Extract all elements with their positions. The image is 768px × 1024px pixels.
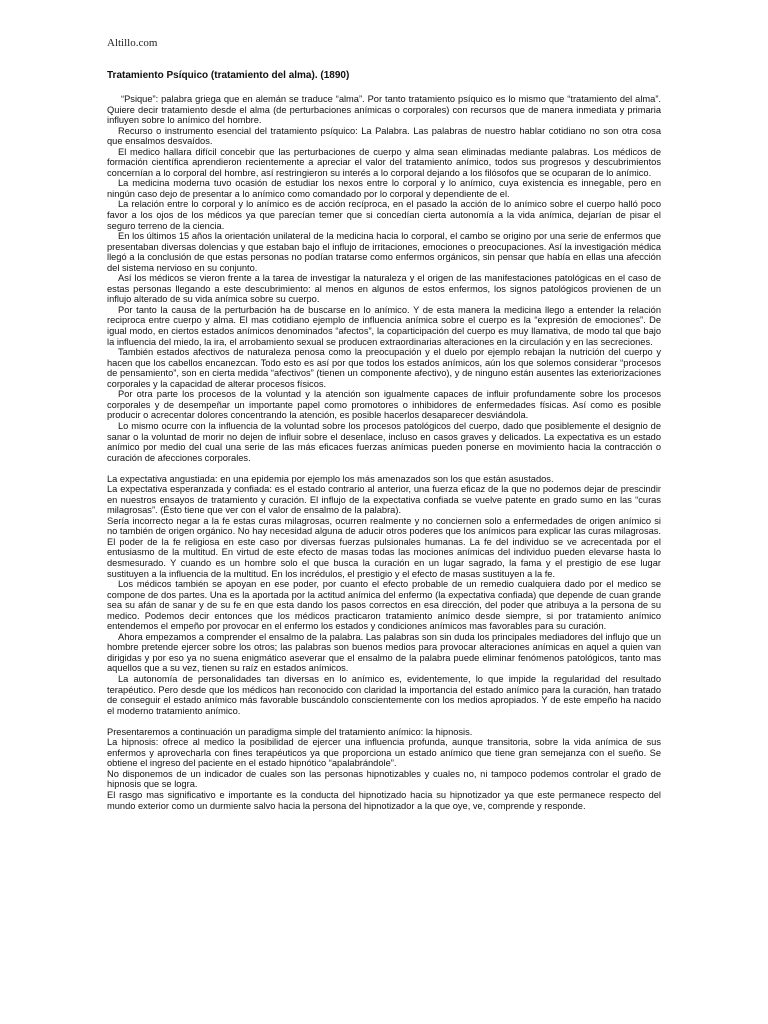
paragraph: Recurso o instrumento esencial del tratamiento psíquico: La Palabra. Las palabras de nuestro hablar cotidiano no son otra cosa que ensalmos desvaídos. <box>107 125 661 147</box>
paragraph: Sería incorrecto negar a la fe estas curas milagrosas, ocurren realmente y no conciernen solo a enfermedades de origen anímico si no también de origen orgánico. No hay necesidad alguna de aducir otros poderes que los anímicos para explicar las curas milagrosas. <box>107 515 662 537</box>
paragraph: También estados afectivos de naturaleza penosa como la preocupación y el duelo por ejemplo rebajan la nutrición del cuerpo y hacen que los cabellos encanezcan. Todo esto es así por que todos los estados anímicos, aún los que solemos considerar “procesos de pensamiento”, son en cierta medida “afectivos” (tienen un componente afectivo), y de ninguno están ausentes las exteriorizaciones corporales y la capacidad de alterar procesos físicos. <box>107 347 661 389</box>
paragraph: El rasgo mas significativo e importante es la conducta del hipnotizado hacia su hipnotizador ya que este permanece respecto del mundo exterior como un durmiente salvo hacia la persona del hipnotizador a la que oye, ve, comprende y responde. <box>107 790 661 811</box>
paragraph: La relación entre lo corporal y lo anímico es de acción recíproca, en el pasado la acción de lo anímico sobre el cuerpo halló poco favor a los ojos de los médicos ya que parecían temer que si concedían cierta autonomía a la vida anímica, dejarían de pisar el seguro terreno de la ciencia. <box>107 199 661 231</box>
paragraph: Así los médicos se vieron frente a la tarea de investigar la naturaleza y el origen de las manifestaciones patológicas en el caso de estas personas llegando a este descubrimiento: al menos en algunos de estos enfermos, los signos patológicos provienen de un influjo alterado de su vida anímica sobre su cuerpo. <box>107 273 661 305</box>
paragraph: No disponemos de un indicador de cuales son las personas hipnotizables y cuales no, ni tampoco podemos controlar el grado de hipnosis que se logra. <box>107 768 661 790</box>
paragraph: En los últimos 15 años la orientación unilateral de la medicina hacia lo corporal, el cambo se origino por una serie de enfermos que presentaban diversas dolencias y que estaban bajo el influjo de irritaciones, emociones o preocupaciones. Así la investigación médica llegó a la conclusión de que estas personas no podían tratarse como enfermos orgánicos, sin pensar que había en ellas una afección del sistema nervioso en su conjunto. <box>107 231 661 273</box>
document-body <box>107 94 661 811</box>
paragraph: El medico hallara difícil concebir que las perturbaciones de cuerpo y alma sean eliminadas mediante palabras. Los médicos de formación científica aprendieron recientemente a apreciar el valor del tratamiento anímico, todos sus progresos y descubrimientos concernían a lo corporal del hombre, así restringieron su interés a lo corporal dejando a los filósofos que se ocuparan de lo anímico. <box>107 146 661 178</box>
paragraph: Ahora empezamos a comprender el ensalmo de la palabra. Las palabras son sin duda los principales mediadores del influjo que un hombre pretende ejercer sobre los otros; las palabras son buenos medios para provocar alteraciones anímicas en aquel a quien van dirigidas y por eso ya no suena enigmático aseverar que el ensalmo de la palabra puede eliminar fenómenos patológicos, tanto mas aquellos que a su vez, tienen su raíz en estados anímicos. <box>107 631 661 674</box>
paragraph: La expectativa angustiada: en una epidemia por ejemplo los más amenazados son los que están asustados. <box>107 473 554 484</box>
paragraph: La medicina moderna tuvo ocasión de estudiar los nexos entre lo corporal y lo anímico, cuya existencia es innegable, pero en ningún caso dejo de presentar a lo anímico como comandado por lo corporal y dependiente de el. <box>107 178 661 199</box>
document-title: Tratamiento Psíquico (tratamiento del alma). (1890) <box>107 70 350 81</box>
paragraph: Por otra parte los procesos de la voluntad y la atención son igualmente capaces de influir profundamente sobre los procesos corporales y de desempeñar un importante papel como promotores o inhibidores de enfermedades físicas. Así como es posible producir o acrecentar dolores concentrando la atención, es posible hacerlos desaparecer desviándola. <box>107 389 661 421</box>
paragraph: La autonomía de personalidades tan diversas en lo anímico es, evidentemente, lo que impide la regularidad del resultado terapéutico. Pero desde que los médicos han reconocido con claridad la importancia del estado anímico para la curación, han tratado de conseguir el estado anímico más favorable buscándolo conscientemente con los medios apropiados. Y de este empeño ha nacido el moderno tratamiento anímico. <box>107 674 661 716</box>
paragraph: “Psique”: palabra griega que en alemán se traduce “alma”. Por tanto tratamiento psíquico es lo mismo que “tratamiento del alma”. Quiere decir tratamiento desde el alma (de perturbaciones anímicas o corporales) con recursos que de manera inmediata y primaria influyen sobre lo anímico del hombre. <box>107 94 661 126</box>
paragraph: Presentaremos a continuación un paradigma simple del tratamiento anímico: la hipnosis. <box>107 726 473 737</box>
paragraph: Por tanto la causa de la perturbación ha de buscarse en lo anímico. Y de esta manera la medicina llego a entender la relación reciproca entre cuerpo y alma. El mas cotidiano ejemplo de influencia anímica sobre el cuerpo es la “expresión de emociones”. De igual modo, en ciertos estados anímicos denominados “afectos”, la coparticipación del cuerpo es muy llamativa, de modo tal que bajo la influencia del miedo, la ira, el arrobamiento sexual se producen extraordinarias alteraciones en la circulación y en las secreciones. <box>107 304 661 347</box>
site-name[interactable]: Altillo.com <box>107 37 158 49</box>
paragraph: Lo mismo ocurre con la influencia de la voluntad sobre los procesos patológicos del cuerpo, dado que posiblemente el designio de sanar o la voluntad de morir no dejen de influir sobre el desenlace, incluso en casos graves y delicados. La expectativa es un estado anímico por medio del cual una serie de las más eficaces fuerzas anímicas pueden ponerse en movimiento hacia la contracción o curación de afecciones corporales. <box>107 420 661 463</box>
paragraph: El poder de la fe religiosa en este caso por diversas fuerzas pulsionales humanas. La fe del individuo se ve acrecentada por el entusiasmo de la multitud. En virtud de este efecto de masas todas las mociones anímicas del individuo pueden elevarse hasta lo desmesurado. Y cuando es un hombre solo el que busca la curación en un lugar sagrado, la fama y el prestigio de ese lugar sustituyen a la influencia de la multitud. En los incrédulos, el prestigio y el efecto de masas sustituyen a la fe. <box>107 536 661 579</box>
paragraph: La expectativa esperanzada y confiada: es el estado contrario al anterior, una fuerza eficaz de la que no podemos dejar de prescindir en nuestros ensayos de tratamiento y curación. El influjo de la expectativa confiada se vuelve patente en grado sumo en las “curas milagrosas”. (Ésto tiene que ver con el valor de ensalmo de la palabra). <box>107 484 661 516</box>
paragraph: La hipnosis: ofrece al medico la posibilidad de ejercer una influencia profunda, aunque transitoria, sobre la vida anímica de sus enfermos y aprovecharla con fines terapéuticos ya que proporciona un estado anímico que tiene gran semejanza con el sueño. Se obtiene el ingreso del paciente en el estado hipnótico “apalabrándole”. <box>107 737 661 769</box>
paragraph: Los médicos también se apoyan en ese poder, por cuanto el efecto probable de un remedio cualquiera dado por el medico se compone de dos partes. Una es la aportada por la actitud anímica del enfermo (la expectativa confiada) que depende de cuan grande sea su afán de sanar y de su fe en que esta dando los pasos correctos en esa dirección, del poder que atribuya a la persona de su medico. Podemos decir entonces que los médicos practicaron tratamiento anímico desde siempre, si por tratamiento anímico entendemos el empeño por provocar en el enfermo los estados y condiciones anímicos mas favorables para su curación. <box>107 579 661 632</box>
